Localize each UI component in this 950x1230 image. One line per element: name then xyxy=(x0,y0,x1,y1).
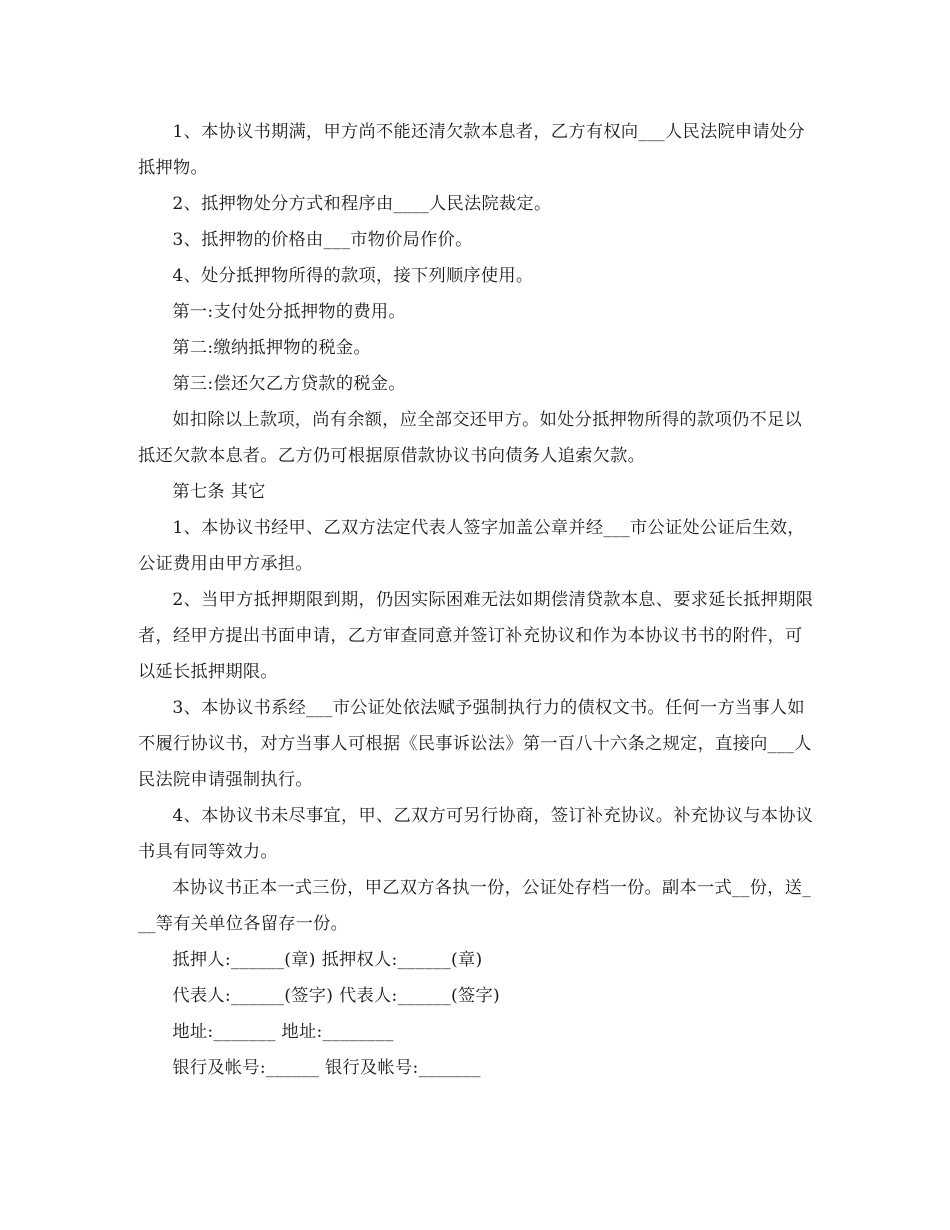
order-item: 第三:偿还欠乙方贷款的税金。 xyxy=(172,374,406,394)
document-body xyxy=(138,114,816,1086)
order-item: 第一:支付处分抵押物的费用。 xyxy=(172,302,406,322)
clause-paragraph: 3、抵押物的价格由___市物价局作价。 xyxy=(172,230,473,250)
signature-line-seal: 抵押人:______(章) 抵押权人:______(章) xyxy=(172,950,483,970)
signature-line-bank-account: 银行及帐号:______ 银行及帐号:_______ xyxy=(172,1058,481,1078)
clause-paragraph: 如扣除以上款项，尚有余额，应全部交还甲方。如处分抵押物所得的款项仍不足以抵还欠款本息者。乙方仍可根据原借款协议书向债务人追索欠款。 xyxy=(138,410,802,466)
article-heading: 第七条 其它 xyxy=(172,482,266,502)
clause-paragraph: 3、本协议书系经___市公证处依法赋予强制执行力的债权文书。任何一方当事人如不履行协议书，对方当事人可根据《民事诉讼法》第一百八十六条之规定，直接向___人民法院申请强制执行。 xyxy=(138,698,812,790)
copies-paragraph: 本协议书正本一式三份，甲乙双方各执一份，公证处存档一份。副本一式__份，送___等有关单位各留存一份。 xyxy=(138,878,812,934)
clause-paragraph: 2、当甲方抵押期限到期，仍因实际困难无法如期偿清贷款本息、要求延长抵押期限者，经甲方提出书面申请，乙方审查同意并签订补充协议和作为本协议书书的附件，可以延长抵押期限。 xyxy=(138,590,814,682)
clause-paragraph: 1、本协议书经甲、乙双方法定代表人签字加盖公章并经___市公证处公证后生效，公证费用由甲方承担。 xyxy=(138,518,805,574)
signature-line-representative: 代表人:______(签字) 代表人:______(签字) xyxy=(172,986,500,1006)
clause-paragraph: 1、本协议书期满，甲方尚不能还清欠款本息者，乙方有权向___人民法院申请处分抵押物。 xyxy=(138,122,805,178)
signature-line-address: 地址:_______ 地址:________ xyxy=(172,1022,394,1042)
clause-paragraph: 4、处分抵押物所得的款项，接下列顺序使用。 xyxy=(172,266,534,286)
clause-paragraph: 2、抵押物处分方式和程序由____人民法院裁定。 xyxy=(172,194,552,214)
order-item: 第二:缴纳抵押物的税金。 xyxy=(172,338,371,358)
clause-paragraph: 4、本协议书未尽事宜，甲、乙双方可另行协商，签订补充协议。补充协议与本协议书具有同等效力。 xyxy=(138,806,814,862)
